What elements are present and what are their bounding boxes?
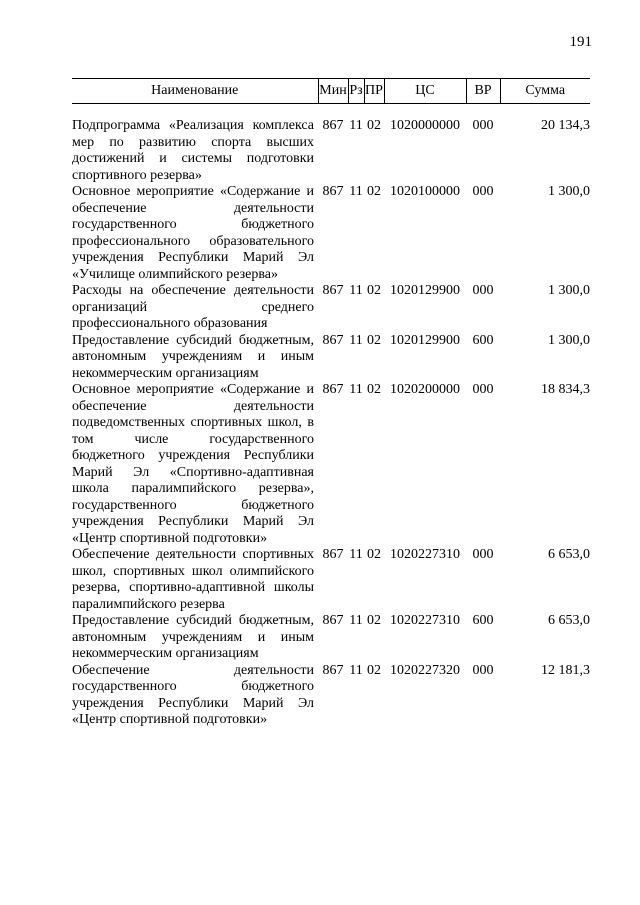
table-header <box>72 79 590 104</box>
row-min: 867 <box>322 382 344 397</box>
row-vr: 000 <box>472 547 494 562</box>
header-pr: ПР <box>364 79 384 104</box>
header-name: Наименование <box>72 79 318 104</box>
row-rz: 11 <box>349 332 363 348</box>
row-pr: 02 <box>367 613 381 628</box>
row-sum: 1 300,0 <box>548 184 590 199</box>
header-sum: Сумма <box>500 79 590 104</box>
row-cs: 1020129900 <box>390 332 460 348</box>
row-rz: 11 <box>349 283 363 298</box>
row-sum: 12 181,3 <box>541 662 590 678</box>
row-name: Обеспечение деятельности государственного бюджетного учреждения Республики Марий Эл «Центр спортивной подготовки» <box>72 662 314 727</box>
row-sum: 6 653,0 <box>548 547 590 562</box>
row-pr: 02 <box>367 184 381 199</box>
table-row <box>72 663 590 729</box>
row-vr: 600 <box>472 332 494 348</box>
row-rz: 11 <box>349 184 363 199</box>
row-cs: 1020227320 <box>390 662 460 678</box>
row-name: Основное мероприятие «Содержание и обеспечение деятельности подведомственных спортивных школ, в том числе государственного бюджетного учреждения Республики Марий Эл «Спортивно-адаптивная школа паралимпийского резерва», государственного бюджетного учреждения Республики Марий Эл «Центр спортивной подготовки» <box>72 382 314 546</box>
row-cs: 1020200000 <box>390 382 460 397</box>
table-row <box>72 184 590 283</box>
table-row <box>72 613 590 663</box>
row-min: 867 <box>322 662 344 678</box>
row-rz: 11 <box>349 662 363 678</box>
row-rz: 11 <box>349 118 363 133</box>
row-pr: 02 <box>367 332 381 348</box>
row-sum: 1 300,0 <box>548 332 590 348</box>
row-pr: 02 <box>367 118 381 133</box>
row-vr: 000 <box>472 184 494 199</box>
row-cs: 1020227310 <box>390 547 460 562</box>
row-name: Основное мероприятие «Содержание и обеспечение деятельности государственного бюджетного профессионального образовательного учреждения Республики Марий Эл «Училище олимпийского резерва» <box>72 184 314 282</box>
row-pr: 02 <box>367 283 381 298</box>
row-name: Подпрограмма «Реализация комплекса мер по развитию спорта высших достижений и системы подготовки спортивного резерва» <box>72 118 314 183</box>
row-sum: 20 134,3 <box>541 118 590 133</box>
budget-table <box>72 78 590 729</box>
table-row <box>72 382 590 547</box>
row-min: 867 <box>322 118 344 133</box>
row-pr: 02 <box>367 662 381 678</box>
row-vr: 000 <box>472 662 494 678</box>
row-pr: 02 <box>367 547 381 562</box>
table-row <box>72 283 590 333</box>
row-rz: 11 <box>349 613 363 628</box>
row-name: Предоставление субсидий бюджетным, автономным учреждениям и иным некоммерческим организациям <box>72 332 314 381</box>
table-row <box>72 333 590 383</box>
row-rz: 11 <box>349 547 363 562</box>
row-min: 867 <box>322 184 344 199</box>
header-rz: Рз <box>348 79 364 104</box>
row-cs: 1020000000 <box>390 118 460 133</box>
row-rz: 11 <box>349 382 363 397</box>
row-vr: 000 <box>472 382 494 397</box>
row-min: 867 <box>322 283 344 298</box>
row-name: Обеспечение деятельности спортивных школ, спортивных школ олимпийского резерва, спортивно-адаптивной школы паралимпийского резерва <box>72 547 314 612</box>
row-vr: 600 <box>472 613 494 628</box>
row-pr: 02 <box>367 382 381 397</box>
table-body <box>72 104 590 729</box>
row-min: 867 <box>322 613 344 628</box>
row-min: 867 <box>322 332 344 348</box>
row-cs: 1020100000 <box>390 184 460 199</box>
row-min: 867 <box>322 547 344 562</box>
table-row <box>72 118 590 184</box>
row-sum: 6 653,0 <box>548 613 590 628</box>
header-min: Мин <box>318 79 348 104</box>
row-cs: 1020129900 <box>390 283 460 298</box>
row-name: Расходы на обеспечение деятельности организаций среднего профессионального образования <box>72 283 314 331</box>
table-row <box>72 547 590 613</box>
row-cs: 1020227310 <box>390 613 460 628</box>
row-sum: 1 300,0 <box>548 283 590 298</box>
header-vr: ВР <box>466 79 500 104</box>
row-vr: 000 <box>472 118 494 133</box>
header-cs: ЦС <box>384 79 466 104</box>
page-number: 191 <box>569 34 592 50</box>
row-vr: 000 <box>472 283 494 298</box>
row-sum: 18 834,3 <box>541 382 590 397</box>
row-name: Предоставление субсидий бюджетным, автономным учреждениям и иным некоммерческим организациям <box>72 613 314 661</box>
